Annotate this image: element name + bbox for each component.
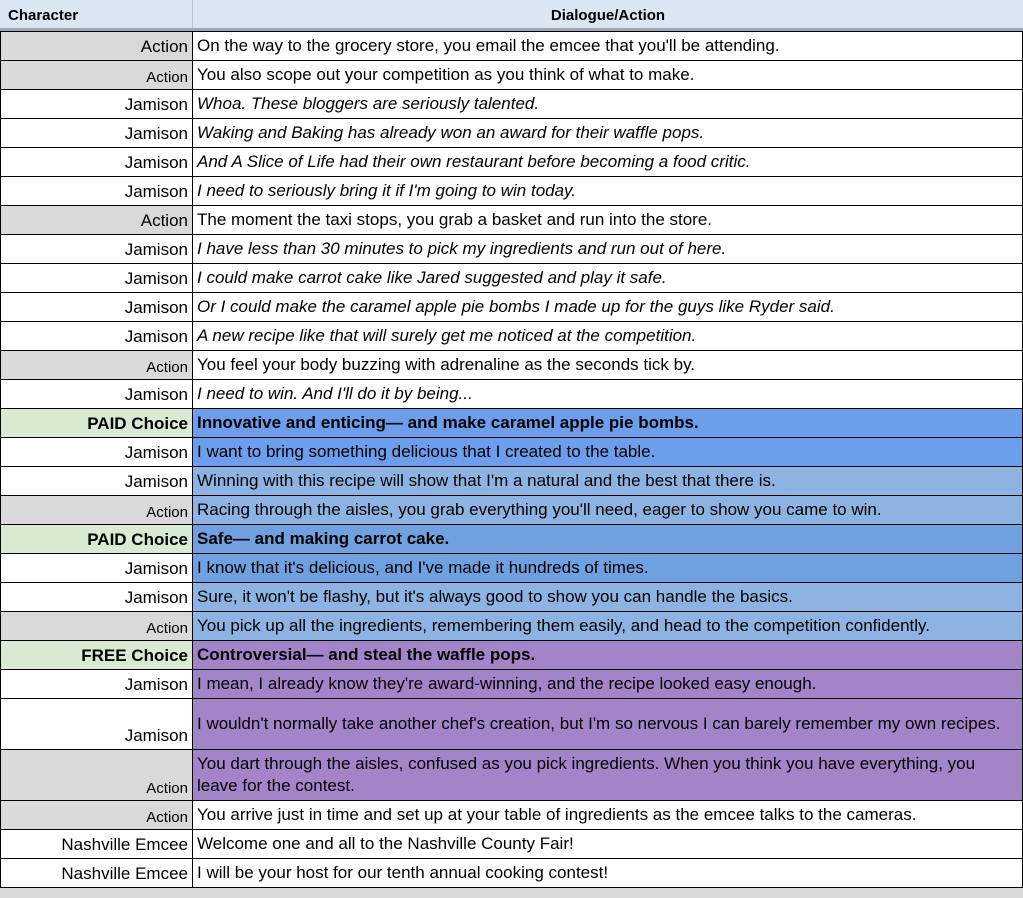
table-row xyxy=(0,206,1023,235)
table-row xyxy=(0,612,1023,641)
dialogue-cell[interactable]: Welcome one and all to the Nashville County Fair! xyxy=(193,830,1023,858)
table-row-choice xyxy=(0,641,1023,670)
dialogue-cell[interactable]: I mean, I already know they're award-winning, and the recipe looked easy enough. xyxy=(193,670,1023,698)
character-cell[interactable]: Jamison xyxy=(0,177,193,205)
dialogue-cell[interactable]: Safe— and making carrot cake. xyxy=(193,525,1023,553)
dialogue-cell[interactable]: I want to bring something delicious that I created to the table. xyxy=(193,438,1023,466)
table-row xyxy=(0,119,1023,148)
character-cell[interactable]: Action xyxy=(0,801,193,829)
character-cell[interactable]: Jamison xyxy=(0,148,193,176)
table-row xyxy=(0,438,1023,467)
table-body xyxy=(0,31,1023,888)
dialogue-cell[interactable]: I could make carrot cake like Jared suggested and play it safe. xyxy=(193,264,1023,292)
dialogue-cell[interactable]: Controversial— and steal the waffle pops. xyxy=(193,641,1023,669)
dialogue-cell[interactable]: I need to seriously bring it if I'm going to win today. xyxy=(193,177,1023,205)
dialogue-cell[interactable]: I wouldn't normally take another chef's creation, but I'm so nervous I can barely remember my own recipes. xyxy=(193,699,1023,749)
character-cell[interactable]: Jamison xyxy=(0,380,193,408)
dialogue-cell[interactable]: You feel your body buzzing with adrenaline as the seconds tick by. xyxy=(193,351,1023,379)
dialogue-cell[interactable]: You dart through the aisles, confused as you pick ingredients. When you think you have everything, you leave for the contest. xyxy=(193,750,1023,800)
character-cell[interactable]: Jamison xyxy=(0,293,193,321)
dialogue-cell[interactable]: And A Slice of Life had their own restaurant before becoming a food critic. xyxy=(193,148,1023,176)
character-cell[interactable]: Jamison xyxy=(0,119,193,147)
table-row xyxy=(0,235,1023,264)
character-cell[interactable]: Action xyxy=(0,61,193,89)
table-row xyxy=(0,351,1023,380)
character-cell[interactable]: Jamison xyxy=(0,264,193,292)
character-cell[interactable]: Action xyxy=(0,750,193,800)
table-row xyxy=(0,177,1023,206)
column-header-dialogue[interactable]: Dialogue/Action xyxy=(550,7,666,24)
character-cell[interactable]: Jamison xyxy=(0,467,193,495)
table-row xyxy=(0,830,1023,859)
character-cell[interactable]: Action xyxy=(0,351,193,379)
dialogue-cell[interactable]: You also scope out your competition as you think of what to make. xyxy=(193,61,1023,89)
table-row xyxy=(0,90,1023,119)
dialogue-cell[interactable]: You pick up all the ingredients, remembering them easily, and head to the competition confidently. xyxy=(193,612,1023,640)
dialogue-cell[interactable]: I have less than 30 minutes to pick my ingredients and run out of here. xyxy=(193,235,1023,263)
character-cell[interactable]: Jamison xyxy=(0,438,193,466)
table-row xyxy=(0,148,1023,177)
character-cell[interactable]: Jamison xyxy=(0,322,193,350)
table-row xyxy=(0,496,1023,525)
dialogue-cell[interactable]: Whoa. These bloggers are seriously talented. xyxy=(193,90,1023,118)
dialogue-cell[interactable]: Winning with this recipe will show that I'm a natural and the best that there is. xyxy=(193,467,1023,495)
character-cell[interactable]: Jamison xyxy=(0,583,193,611)
character-cell[interactable]: Jamison xyxy=(0,235,193,263)
table-row-choice xyxy=(0,409,1023,438)
table-row xyxy=(0,467,1023,496)
table-row xyxy=(0,554,1023,583)
dialogue-cell[interactable]: Or I could make the caramel apple pie bombs I made up for the guys like Ryder said. xyxy=(193,293,1023,321)
dialogue-cell[interactable]: A new recipe like that will surely get me noticed at the competition. xyxy=(193,322,1023,350)
dialogue-cell[interactable]: Racing through the aisles, you grab everything you'll need, eager to show you came to win. xyxy=(193,496,1023,524)
dialogue-cell[interactable]: Sure, it won't be flashy, but it's always good to show you can handle the basics. xyxy=(193,583,1023,611)
header-row xyxy=(0,0,1023,31)
dialogue-cell[interactable]: I will be your host for our tenth annual cooking contest! xyxy=(193,859,1023,887)
table-row xyxy=(0,264,1023,293)
dialogue-cell[interactable]: I need to win. And I'll do it by being... xyxy=(193,380,1023,408)
table-row xyxy=(0,670,1023,699)
table-row xyxy=(0,750,1023,801)
character-cell[interactable]: Jamison xyxy=(0,554,193,582)
next-row-strip xyxy=(0,888,1023,898)
table-row xyxy=(0,380,1023,409)
table-row xyxy=(0,293,1023,322)
dialogue-cell[interactable]: The moment the taxi stops, you grab a basket and run into the store. xyxy=(193,206,1023,234)
table-row xyxy=(0,583,1023,612)
character-cell[interactable]: Action xyxy=(0,32,193,60)
table-row xyxy=(0,32,1023,61)
character-cell[interactable]: Jamison xyxy=(0,90,193,118)
character-cell[interactable]: Action xyxy=(0,496,193,524)
dialogue-cell[interactable]: Innovative and enticing— and make caramel apple pie bombs. xyxy=(193,409,1023,437)
dialogue-cell[interactable]: You arrive just in time and set up at your table of ingredients as the emcee talks to the cameras. xyxy=(193,801,1023,829)
character-cell[interactable]: FREE Choice xyxy=(0,641,193,669)
table-row xyxy=(0,699,1023,750)
dialogue-cell[interactable]: I know that it's delicious, and I've made it hundreds of times. xyxy=(193,554,1023,582)
character-cell[interactable]: Nashville Emcee xyxy=(0,830,193,858)
dialogue-cell[interactable]: Waking and Baking has already won an award for their waffle pops. xyxy=(193,119,1023,147)
character-cell[interactable]: Jamison xyxy=(0,699,193,749)
character-cell[interactable]: PAID Choice xyxy=(0,525,193,553)
character-cell[interactable]: PAID Choice xyxy=(0,409,193,437)
character-cell[interactable]: Nashville Emcee xyxy=(0,859,193,887)
table-row xyxy=(0,61,1023,90)
table-row-choice xyxy=(0,525,1023,554)
character-cell[interactable]: Action xyxy=(0,206,193,234)
table-row xyxy=(0,801,1023,830)
table-row xyxy=(0,322,1023,351)
character-cell[interactable]: Jamison xyxy=(0,670,193,698)
column-header-character[interactable]: Character xyxy=(0,0,193,28)
character-cell[interactable]: Action xyxy=(0,612,193,640)
dialogue-cell[interactable]: On the way to the grocery store, you email the emcee that you'll be attending. xyxy=(193,32,1023,60)
